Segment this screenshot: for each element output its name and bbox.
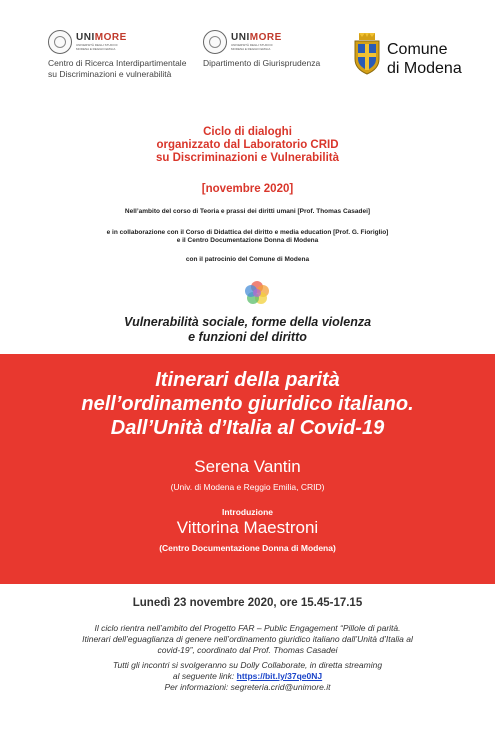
flower-icon xyxy=(243,279,271,307)
modena-crest-icon xyxy=(352,33,382,75)
intro-speaker-name: Vittorina Maestroni xyxy=(176,518,319,537)
dept-logo xyxy=(203,30,320,69)
contact-info: Per informazioni: segreteria.crid@unimore.it xyxy=(164,682,331,692)
cycle-subtitle: Vulnerabilità sociale, forme della violenza e funzioni del diritto xyxy=(123,315,372,344)
streaming-note: Tutti gli incontri si svolgeranno su Dolly Collaborate, in diretta streaming al seguente link: https://bit.ly/37qe0NJ Per informazioni: segreteria.crid@unimore.it xyxy=(0,660,495,693)
university-seal-icon xyxy=(203,30,227,54)
event-title: Itinerari della parità nell’ordinamento giuridico italiano. Dall’Unità d’Italia al Covid-19 xyxy=(81,369,414,439)
speaker-name: Serena Vantin xyxy=(194,457,301,476)
series-title: Ciclo di dialoghi organizzato dal Laboratorio CRID su Discriminazioni e Vulnerabilità xyxy=(156,126,339,164)
streaming-link[interactable]: https://bit.ly/37qe0NJ xyxy=(236,671,323,681)
university-seal-icon xyxy=(48,30,72,54)
collaboration-note: e in collaborazione con il Corso di Didattica del diritto e media education [Prof. G. Fioriglio] e il Centro Documentazione Donna di Modena xyxy=(106,229,389,244)
crid-caption: Centro di Ricerca Interdipartimentale su Discriminazioni e vulnerabilità xyxy=(48,58,187,79)
unimore-subtext: UNIVERSITÀ DEGLI STUDI DI MODENA E REGGIO EMILIA xyxy=(231,43,273,51)
intro-label: Introduzione xyxy=(222,507,273,517)
speaker-affiliation: (Univ. di Modena e Reggio Emilia, CRID) xyxy=(170,482,325,492)
comune-wordmark: Comune di Modena xyxy=(387,41,462,77)
unimore-subtext: UNIVERSITÀ DEGLI STUDI DI MODENA E REGGIO EMILIA xyxy=(76,43,118,51)
logo-bar xyxy=(0,30,495,110)
intro-speaker-affiliation: (Centro Documentazione Donna di Modena) xyxy=(159,543,336,553)
event-datetime: Lunedì 23 novembre 2020, ore 15.45-17.15 xyxy=(132,597,363,609)
event-banner xyxy=(0,354,495,584)
project-note: Il ciclo rientra nell’ambito del Progetto FAR – Public Engagement “Pillole di parità. Itinerari dell’eguaglianza di genere nell’ordinamento giuridico italiano dall’Unità d’Italia al covid-19”, coordinato dal Prof. Thomas Casadei xyxy=(82,623,413,655)
patronage-note: con il patrocinio del Comune di Modena xyxy=(185,256,310,263)
unimore-wordmark: UNIMORE xyxy=(76,32,127,43)
unimore-wordmark: UNIMORE xyxy=(231,32,282,43)
course-note: Nell’ambito del corso di Teoria e prassi dei diritti umani [Prof. Thomas Casadei] xyxy=(124,208,371,215)
crid-logo xyxy=(48,30,186,80)
dept-caption: Dipartimento di Giurisprudenza xyxy=(203,58,321,68)
date-tag: [novembre 2020] xyxy=(201,183,294,195)
